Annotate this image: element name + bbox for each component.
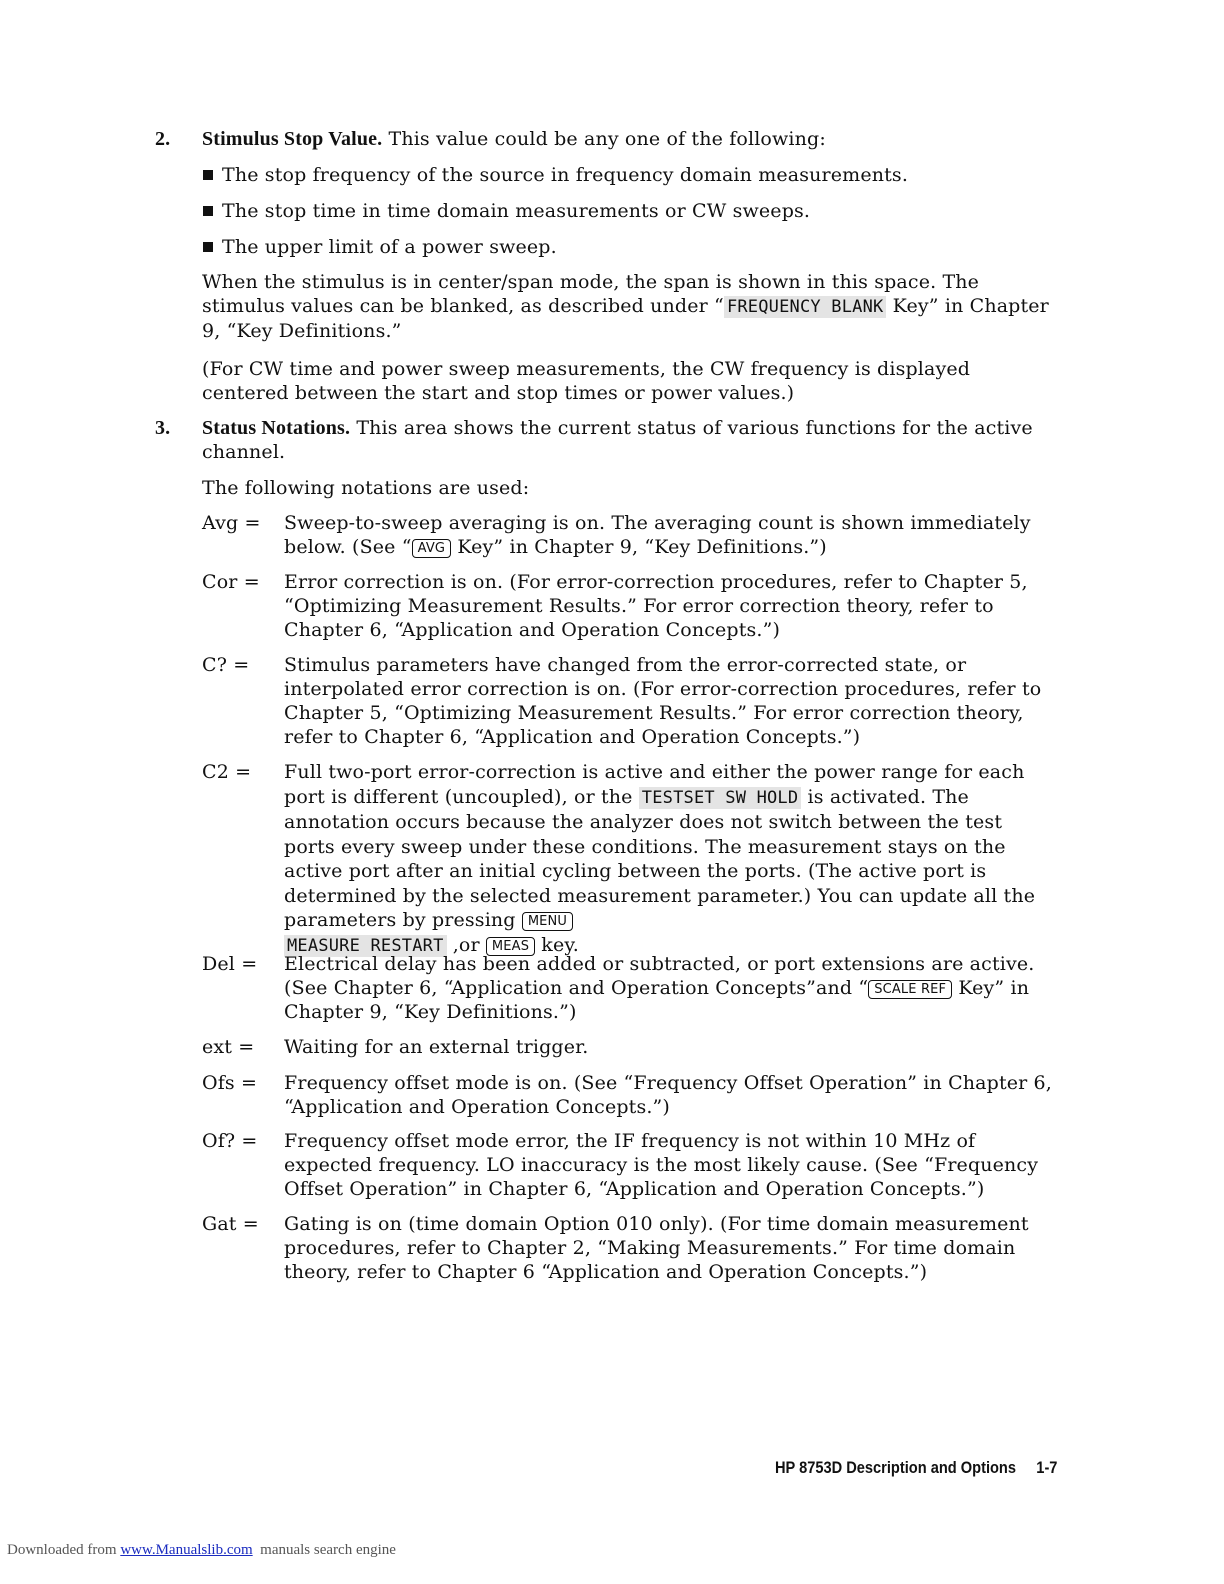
def-text-part: Sweep-to-sweep averaging is on. The averaging count is shown immediately below. (See “ [284, 512, 1031, 558]
def-term: Of? = [202, 1130, 258, 1152]
def-text [284, 760, 1054, 958]
item-heading [202, 416, 1052, 464]
measure-restart-softkey: MEASURE RESTART [284, 935, 447, 957]
meas-hardkey: MEAS [486, 937, 535, 956]
def-term: Gat = [202, 1213, 259, 1235]
bullet-item [203, 199, 1053, 223]
def-text: Waiting for an external trigger. [284, 1036, 589, 1058]
testset-sw-hold-softkey: TESTSET SW HOLD [639, 787, 802, 809]
notations-lead: The following notations are used: [202, 477, 530, 499]
def-text-part: Electrical delay has been added or subtracted, or port extensions are active. (See Chapter 6, “Application and Operation Concepts”and “ [284, 953, 1035, 999]
item-intro: This area shows the current status of various functions for the active channel. [202, 417, 1033, 463]
download-prefix: Downloaded from [7, 1542, 121, 1558]
bullet-square-icon [203, 242, 213, 252]
def-text-part: Full two-port error-correction is active and either the power range for each port is different (uncoupled), or the [284, 761, 1025, 808]
para-text: When the stimulus is in center/span mode, the span is shown in this space. The stimulus values can be blanked, as described under “ [202, 271, 980, 317]
def-term: Del = [202, 953, 258, 975]
def-text-part: Key” in Chapter 9, “Key Definitions.”) [451, 536, 827, 558]
para-text: Key” in Chapter 9, “Key Definitions.” [202, 295, 1049, 342]
def-text-part: key. [535, 933, 579, 956]
bullet-square-icon [203, 170, 213, 180]
item-number: 2. [155, 128, 171, 150]
bullet-square-icon [203, 206, 213, 216]
menu-hardkey: MENU [522, 912, 573, 931]
item-title: Stimulus Stop Value. [202, 128, 383, 150]
bullet-item [203, 163, 1053, 187]
item-number: 3. [155, 417, 171, 439]
def-term: Avg = [202, 512, 261, 534]
span-paragraph [202, 270, 1052, 343]
cw-paragraph: (For CW time and power sweep measurements, the CW frequency is displayed centered between the start and stop times or power values.) [202, 358, 971, 404]
download-note [7, 1542, 396, 1559]
def-text: Frequency offset mode is on. (See “Frequency Offset Operation” in Chapter 6, “Application and Operation Concepts.”) [284, 1072, 1052, 1118]
item-heading [202, 127, 1052, 151]
frequency-blank-softkey: FREQUENCY BLANK [724, 296, 887, 318]
avg-hardkey: AVG [412, 539, 451, 558]
item-intro: This value could be any one of the following: [388, 128, 826, 150]
def-text: Error correction is on. (For error-correction procedures, refer to Chapter 5, “Optimizing Measurement Results.” For error correction theory, refer to Chapter 6, “Application and Operation Concepts.”) [284, 571, 1028, 641]
def-text-part: is activated. The annotation occurs because the analyzer does not switch between the test ports every sweep under these conditions. The measurement stays on the active port after an initial cycling between the ports. (The active port is determined by the selected measurement parameter.) You can update all the parameters by pressing [284, 785, 1036, 931]
item-title: Status Notations. [202, 417, 351, 439]
manualslib-link[interactable]: www.Manualslib.com [120, 1542, 253, 1558]
def-term: C2 = [202, 761, 252, 783]
def-text-part: ,or [446, 933, 486, 956]
bullet-item [203, 235, 1053, 259]
scale-ref-hardkey: SCALE REF [868, 980, 952, 999]
def-text [284, 952, 1054, 1024]
download-suffix: manuals search engine [252, 1542, 396, 1558]
def-term: Ofs = [202, 1072, 258, 1094]
def-term: ext = [202, 1036, 255, 1058]
def-term: Cor = [202, 571, 260, 593]
bullet-text: The stop frequency of the source in frequency domain measurements. [222, 164, 909, 186]
def-text: Frequency offset mode error, the IF frequency is not within 10 MHz of expected frequency. LO inaccuracy is the most likely cause. (See “Frequency Offset Operation” in Chapter 6, “Application and Operation Concepts.”) [284, 1130, 1039, 1200]
page-footer-title: HP 8753D Description and Options 1-7 [774, 1458, 1057, 1477]
bullet-text: The stop time in time domain measurements or CW sweeps. [222, 200, 811, 222]
def-text: Gating is on (time domain Option 010 only). (For time domain measurement procedures, refer to Chapter 2, “Making Measurements.” For time domain theory, refer to Chapter 6 “Application and Operation Concepts.”) [284, 1213, 1029, 1283]
def-text: Stimulus parameters have changed from the error-corrected state, or interpolated error correction is on. (For error-correction procedures, refer to Chapter 5, “Optimizing Measurement Results.” For error correction theory, refer to Chapter 6, “Application and Operation Concepts.”) [284, 654, 1042, 748]
bullet-text: The upper limit of a power sweep. [222, 236, 557, 258]
def-term: C? = [202, 654, 250, 676]
def-text [284, 511, 1054, 559]
def-text-part: Key” in Chapter 9, “Key Definitions.”) [284, 977, 1030, 1023]
